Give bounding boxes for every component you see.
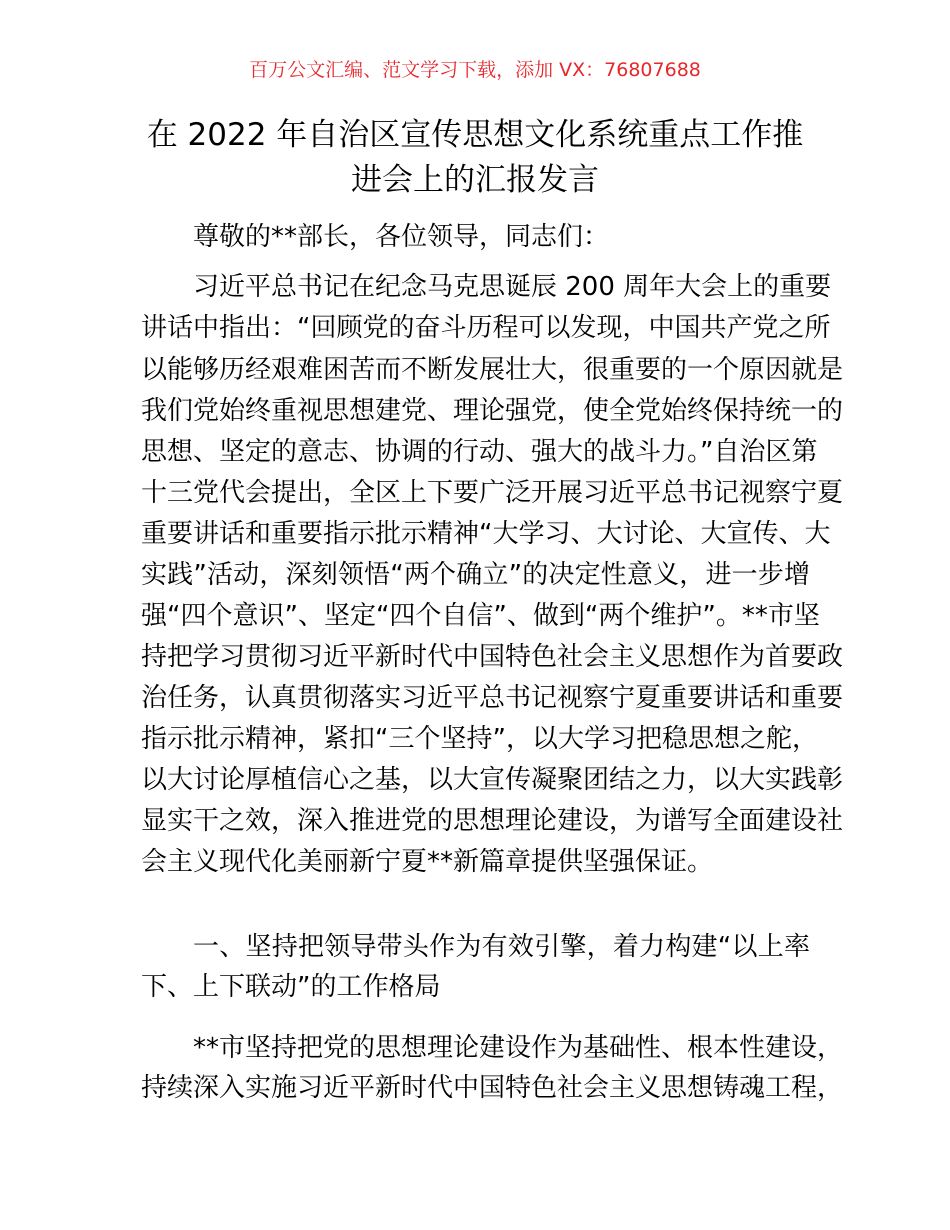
heading-line: 下、上下联动”的工作格局 bbox=[141, 972, 441, 1002]
title-line-2: 进会上的汇报发言 bbox=[351, 162, 599, 198]
heading-line: 一、坚持把领导带头作为有效引擎，着力构建“以上率 bbox=[193, 932, 810, 962]
header-notice: 百万公文汇编、范文学习下载，添加 VX：76807688 bbox=[249, 59, 701, 81]
text-line: 持续深入实施习近平新时代中国特色社会主义思想铸魂工程， bbox=[141, 1073, 844, 1103]
text-line: 以大讨论厚植信心之基，以大宣传凝聚团结之力，以大实践彰 bbox=[141, 765, 844, 795]
text-line: 治任务，认真贯彻落实习近平总书记视察宁夏重要讲话和重要 bbox=[141, 683, 844, 713]
text-line: 会主义现代化美丽新宁夏**新篇章提供坚强保证。 bbox=[141, 847, 714, 877]
text-line: 持把学习贯彻习近平新时代中国特色社会主义思想作为首要政 bbox=[141, 642, 844, 672]
text-line: 以能够历经艰难困苦而不断发展壮大，很重要的一个原因就是 bbox=[141, 355, 844, 385]
title-line-1: 在 2022 年自治区宣传思想文化系统重点工作推 bbox=[146, 117, 804, 153]
text-line: 十三党代会提出，全区上下要广泛开展习近平总书记视察宁夏 bbox=[141, 478, 844, 508]
text-line: 实践”活动，深刻领悟“两个确立”的决定性意义，进一步增 bbox=[141, 560, 810, 590]
text-line: 重要讲话和重要指示批示精神“大学习、大讨论、大宣传、大 bbox=[141, 519, 831, 549]
text-line: 习近平总书记在纪念马克思诞辰 200 周年大会上的重要 bbox=[193, 272, 832, 302]
text-line: 指示批示精神，紧扣“三个坚持”，以大学习把稳思想之舵， bbox=[141, 724, 818, 754]
text-line: **市坚持把党的思想理论建设作为基础性、根本性建设， bbox=[193, 1033, 844, 1063]
text-line: 我们党始终重视思想建党、理论强党，使全党始终保持统一的 bbox=[141, 396, 844, 426]
text-line: 讲话中指出：“回顾党的奋斗历程可以发现，中国共产党之所 bbox=[141, 313, 831, 343]
text-line: 显实干之效，深入推进党的思想理论建设，为谱写全面建设社 bbox=[141, 806, 844, 836]
salutation: 尊敬的**部长，各位领导，同志们： bbox=[193, 222, 610, 252]
text-line: 强“四个意识”、坚定“四个自信”、做到“两个维护”。**市坚 bbox=[141, 601, 820, 631]
text-line: 思想、坚定的意志、协调的行动、强大的战斗力。”自治区第 bbox=[141, 437, 818, 467]
